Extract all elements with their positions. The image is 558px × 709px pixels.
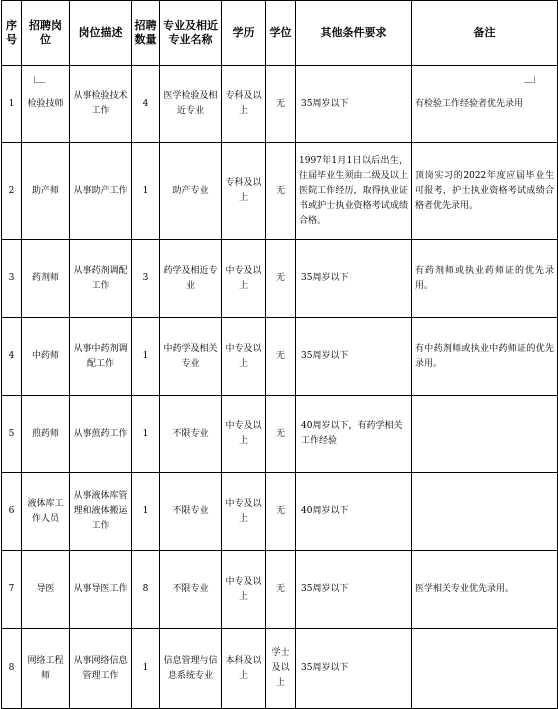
cell-major: 中药学及相关专业 xyxy=(160,318,222,396)
cell-degree: 无 xyxy=(266,551,296,629)
cell-seq: 3 xyxy=(2,240,22,318)
cell-degree: 无 xyxy=(266,396,296,473)
cell-remarks xyxy=(412,629,558,709)
cell-description: 从事中药剂调配工作 xyxy=(70,318,132,396)
cell-major: 医学检验及相近专业 xyxy=(160,66,222,143)
header-major: 专业及相近专业名称 xyxy=(160,1,222,66)
cell-major: 助产专业 xyxy=(160,143,222,240)
cell-description: 从事煎药工作 xyxy=(70,396,132,473)
cell-degree: 无 xyxy=(266,143,296,240)
cell-seq: 6 xyxy=(2,473,22,551)
cell-remarks: 有药剂师或执业药师证的优先录用。 xyxy=(412,240,558,318)
cell-count: 1 xyxy=(132,629,160,709)
cell-degree: 无 xyxy=(266,66,296,143)
cell-seq: 4 xyxy=(2,318,22,396)
cell-major: 药学及相近专业 xyxy=(160,240,222,318)
cell-count: 1 xyxy=(132,396,160,473)
table-row xyxy=(2,318,558,396)
cell-position: 煎药师 xyxy=(22,396,70,473)
cell-position: 药剂师 xyxy=(22,240,70,318)
cell-count: 1 xyxy=(132,143,160,240)
cell-remarks: 医学相关专业优先录用。 xyxy=(412,551,558,629)
header-other: 其他条件要求 xyxy=(296,1,412,66)
cell-education: 中专及以上 xyxy=(222,240,266,318)
cell-degree: 无 xyxy=(266,318,296,396)
table-row xyxy=(2,629,558,709)
cell-education: 本科及以上 xyxy=(222,629,266,709)
cell-count: 4 xyxy=(132,66,160,143)
table-row xyxy=(2,240,558,318)
cell-degree: 无 xyxy=(266,473,296,551)
header-degree: 学位 xyxy=(266,1,296,66)
table-row xyxy=(2,551,558,629)
cell-other: 35周岁以下 xyxy=(296,240,412,318)
cell-education: 专科及以上 xyxy=(222,66,266,143)
cell-education: 中专及以上 xyxy=(222,318,266,396)
cell-other: 1997年1月1日以后出生，往届毕业生须由二级及以上医院工作经历，取得执业证书或护士执业资格考试成绩合格。 xyxy=(296,143,412,240)
cell-major: 不限专业 xyxy=(160,396,222,473)
cell-remarks: 有检验工作经验者优先录用 xyxy=(412,66,558,143)
cell-education: 中专及以上 xyxy=(222,396,266,473)
cell-remarks: 顶岗实习的2022年度应届毕业生可报考，护士执业资格考试成绩合格者优先录用。 xyxy=(412,143,558,240)
cell-count: 1 xyxy=(132,473,160,551)
cell-seq: 1 xyxy=(2,66,22,143)
cell-other: 35周岁以下 xyxy=(296,629,412,709)
cell-description: 从事药剂调配工作 xyxy=(70,240,132,318)
cell-other: 40周岁以下，有药学相关工作经验 xyxy=(296,396,412,473)
cell-remarks: 有中药剂师或执业中药师证的优先录用。 xyxy=(412,318,558,396)
cell-other: 35周岁以下 xyxy=(296,551,412,629)
cell-seq: 5 xyxy=(2,396,22,473)
cell-position: 中药师 xyxy=(22,318,70,396)
header-education: 学历 xyxy=(222,1,266,66)
cell-remarks xyxy=(412,396,558,473)
cell-education: 中专及以上 xyxy=(222,551,266,629)
cell-description: 从事网络信息管理工作 xyxy=(70,629,132,709)
cell-seq: 2 xyxy=(2,143,22,240)
header-remarks: 备注 xyxy=(412,1,558,66)
table-row xyxy=(2,473,558,551)
header-seq: 序号 xyxy=(2,1,22,66)
cell-position: 检验技师 xyxy=(22,66,70,143)
cell-count: 8 xyxy=(132,551,160,629)
cell-degree: 无 xyxy=(266,240,296,318)
header-description: 岗位描述 xyxy=(70,1,132,66)
cell-description: 从事导医工作 xyxy=(70,551,132,629)
cell-major: 不限专业 xyxy=(160,551,222,629)
cell-seq: 7 xyxy=(2,551,22,629)
cell-remarks xyxy=(412,473,558,551)
cell-other: 35周岁以下 xyxy=(296,318,412,396)
cell-count: 3 xyxy=(132,240,160,318)
cell-position: 液体库工作人员 xyxy=(22,473,70,551)
cell-description: 从事助产工作 xyxy=(70,143,132,240)
cell-major: 不限专业 xyxy=(160,473,222,551)
cell-description: 从事液体库管理和液体搬运工作 xyxy=(70,473,132,551)
cell-degree: 学士及以上 xyxy=(266,629,296,709)
cell-position: 导医 xyxy=(22,551,70,629)
table-header-row xyxy=(2,1,558,66)
cell-seq: 8 xyxy=(2,629,22,709)
cell-education: 中专及以上 xyxy=(222,473,266,551)
table-row xyxy=(2,66,558,143)
recruitment-table xyxy=(1,0,558,709)
header-count: 招聘数量 xyxy=(132,1,160,66)
table-row xyxy=(2,396,558,473)
header-position: 招聘岗位 xyxy=(22,1,70,66)
cell-description: 从事检验技术工作 xyxy=(70,66,132,143)
cell-position: 助产师 xyxy=(22,143,70,240)
cell-education: 专科及以上 xyxy=(222,143,266,240)
cell-major: 信息管理与信息系统专业 xyxy=(160,629,222,709)
cell-other: 35周岁以下 xyxy=(296,66,412,143)
cell-other: 40周岁以下 xyxy=(296,473,412,551)
cell-position: 网络工程师 xyxy=(22,629,70,709)
cell-count: 1 xyxy=(132,318,160,396)
table-row xyxy=(2,143,558,240)
